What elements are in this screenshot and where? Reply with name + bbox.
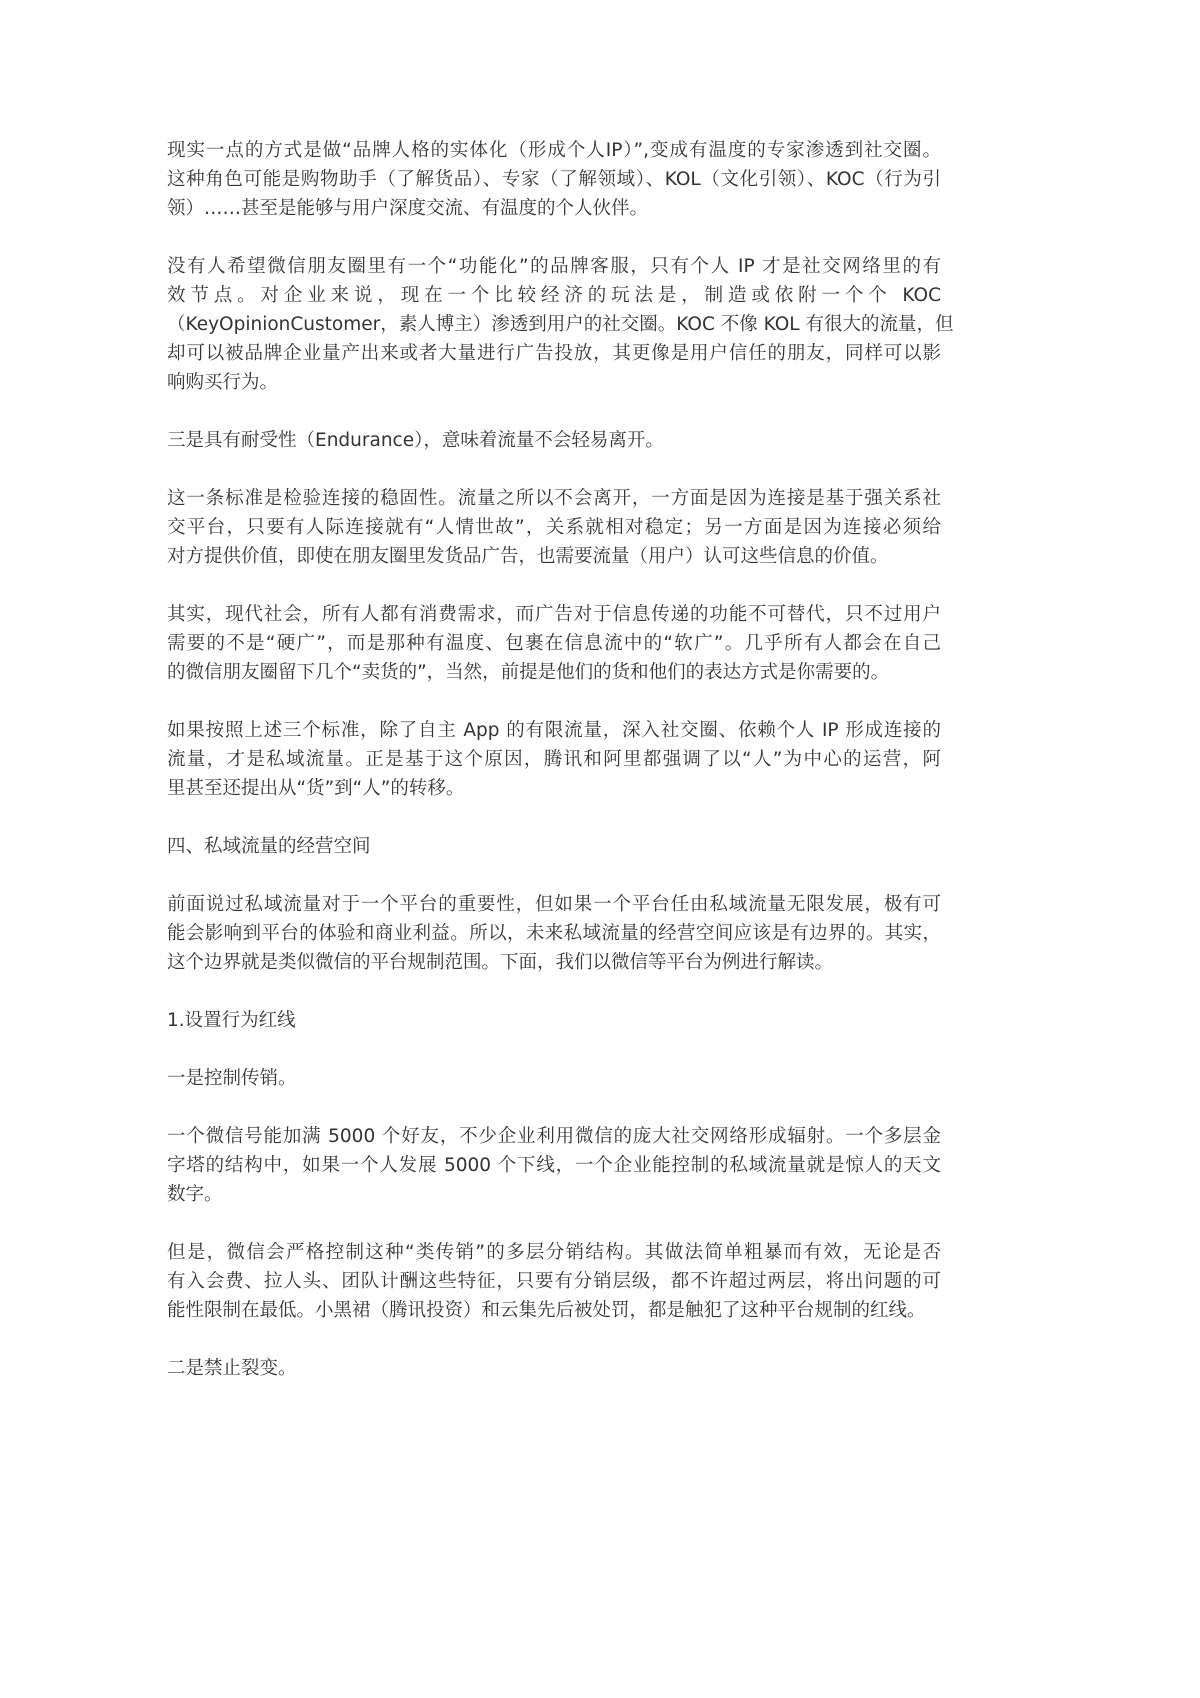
text-line: 如果按照上述三个标准，除了自主 App 的有限流量，深入社交圈、依赖个人 IP 形成连接的 [167,720,941,741]
text-line: 现实一点的方式是做“品牌人格的实体化（形成个人IP）”,变成有温度的专家渗透到社交圈。 [167,140,941,161]
paragraph [167,136,941,223]
paragraph [167,716,941,803]
text-line: 却可以被品牌企业量产出来或者大量进行广告投放，其更像是用户信任的朋友，同样可以影 [167,343,941,364]
text-line: 这种角色可能是购物助手（了解货品）、专家（了解领域）、KOL（文化引领）、KOC（行为引 [167,169,941,190]
paragraph [167,832,941,861]
paragraph [167,1238,941,1325]
text-line: 四、私域流量的经营空间 [167,836,371,857]
text-line: 三是具有耐受性（Endurance），意味着流量不会轻易离开。 [167,430,664,451]
paragraph [167,252,954,397]
text-line: 数字。 [167,1184,223,1205]
paragraph [167,1354,941,1383]
paragraph [167,426,941,455]
text-line: 前面说过私域流量对于一个平台的重要性，但如果一个平台任由私域流量无限发展，极有可 [167,894,941,915]
text-line: 这个边界就是类似微信的平台规制范围。下面，我们以微信等平台为例进行解读。 [167,952,834,973]
text-line: 需要的不是“硬广”，而是那种有温度、包裹在信息流中的“软广”。几乎所有人都会在自己 [167,633,941,654]
paragraph [167,1006,941,1035]
text-line: 字塔的结构中，如果一个人发展 5000 个下线，一个企业能控制的私域流量就是惊人的天文 [167,1155,941,1176]
text-line: 一是控制传销。 [167,1068,297,1089]
text-line: 没有人希望微信朋友圈里有一个“功能化”的品牌客服，只有个人 IP 才是社交网络里的有 [167,256,941,277]
text-line: 其实，现代社会，所有人都有消费需求，而广告对于信息传递的功能不可替代，只不过用户 [167,604,941,625]
text-line: 这一条标准是检验连接的稳固性。流量之所以不会离开，一方面是因为连接是基于强关系社 [167,488,941,509]
paragraph [167,890,941,977]
text-line: 效节点。对企业来说，现在一个比较经济的玩法是，制造或依附一个个 KOC [167,285,941,306]
paragraph [167,1122,941,1209]
paragraph [167,484,941,571]
text-line: 对方提供价值，即使在朋友圈里发货品广告，也需要流量（用户）认可这些信息的价值。 [167,546,889,567]
text-line: 响购买行为。 [167,372,279,393]
text-line: 有入会费、拉人头、团队计酬这些特征，只要有分销层级，都不许超过两层，将出问题的可 [167,1271,941,1292]
text-line: （KeyOpinionCustomer，素人博主）渗透到用户的社交圈。KOC 不像 KOL 有很大的流量，但 [167,314,954,335]
text-line: 一个微信号能加满 5000 个好友，不少企业利用微信的庞大社交网络形成辐射。一个多层金 [167,1126,941,1147]
text-line: 1.设置行为红线 [167,1010,296,1031]
text-line: 流量，才是私域流量。正是基于这个原因，腾讯和阿里都强调了以“人”为中心的运营，阿 [167,749,941,770]
text-line: 二是禁止裂变。 [167,1358,297,1379]
text-line: 能性限制在最低。小黑裙（腾讯投资）和云集先后被处罚，都是触犯了这种平台规制的红线。 [167,1300,926,1321]
paragraph [167,600,941,687]
text-line: 能会影响到平台的体验和商业利益。所以，未来私域流量的经营空间应该是有边界的。其实， [167,923,941,944]
text-line: 交平台，只要有人际连接就有“人情世故”，关系就相对稳定；另一方面是因为连接必须给 [167,517,941,538]
paragraph [167,1064,941,1093]
text-line: 的微信朋友圈留下几个“卖货的”，当然，前提是他们的货和他们的表达方式是你需要的。 [167,662,890,683]
text-line: 领）……甚至是能够与用户深度交流、有温度的个人伙伴。 [167,198,649,219]
text-line: 但是，微信会严格控制这种“类传销”的多层分销结构。其做法简单粗暴而有效，无论是否 [167,1242,941,1263]
document-page [167,136,954,1412]
text-line: 里甚至还提出从“货”到“人”的转移。 [167,778,465,799]
